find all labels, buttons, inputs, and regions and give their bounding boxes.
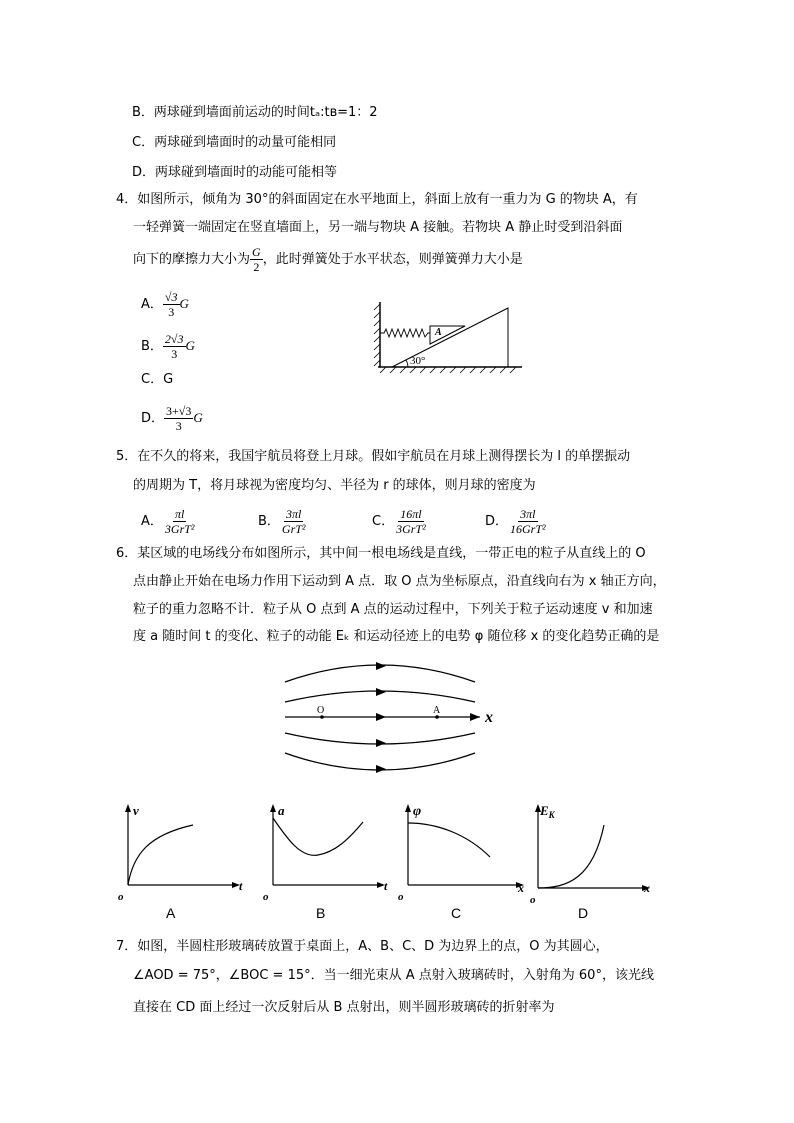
y-axis-label (539, 803, 556, 820)
q7-stem-line2: ∠AOD = 75°，∠BOC = 15°．当一细光束从 A 点射入玻璃砖时，入射角为 60°，该光线 (133, 968, 654, 983)
option-fraction (394, 507, 428, 536)
option-label: D． (485, 514, 509, 529)
frac-num: G (252, 245, 261, 259)
q4-option-d (141, 400, 203, 436)
x-axis-label: t (384, 879, 388, 893)
y-axis-sub: K (548, 810, 555, 820)
origin-label: o (118, 891, 124, 903)
q6-stem-line2: 点由静止开始在电场力作用下运动到 A 点．取 O 点为坐标原点，沿直线向右为 x 轴正方向， (133, 574, 666, 589)
field-arrow-icon (376, 713, 386, 721)
q5-option-b (258, 505, 308, 539)
field-arrow-icon (376, 739, 386, 747)
q6-graph-d (528, 800, 663, 925)
frac-num: 16πl (400, 507, 422, 521)
q3-option-d: D．两球碰到墙面时的动能可能相等 (132, 165, 338, 180)
graph-label: A (166, 905, 176, 921)
spring-icon (380, 329, 430, 337)
option-label: B． (141, 339, 163, 354)
q6-stem-line4: 度 a 随时间 t 的变化、粒子的动能 Eₖ 和运动径迹上的电势 φ 随位移 x 的变化趋势正确的是 (133, 629, 660, 644)
option-label: A． (141, 297, 163, 312)
frac-num: √3 (164, 290, 178, 304)
option-label: C． (372, 514, 395, 529)
q3-option-b: B．两球碰到墙面前运动的时间tₐ:tʙ=1：2 (132, 105, 378, 120)
y-axis-label: φ (413, 804, 422, 819)
curve (408, 823, 490, 857)
x-axis-label: t (239, 879, 243, 893)
option-fraction (508, 507, 548, 536)
q7-stem-line3: 直接在 CD 面上经过一次反射后从 B 点射出，则半圆形玻璃砖的折射率为 (133, 1000, 555, 1015)
q4-stem-line3 (133, 245, 523, 275)
option-label: D． (141, 411, 165, 426)
field-arrow-icon (376, 688, 386, 696)
y-axis-main: E (540, 803, 549, 818)
q4-option-b (141, 330, 195, 362)
x-axis-label: x (518, 881, 524, 895)
curve (538, 825, 604, 888)
q5-option-c (372, 505, 428, 539)
q5-stem-line1: 5．在不久的将来，我国宇航员将登上月球。假如宇航员在月球上测得摆长为 l 的单摆振动 (116, 449, 631, 464)
option-fraction (280, 507, 308, 536)
x-axis-label: x (485, 709, 493, 726)
frac-den: 3 (168, 305, 175, 319)
q6-field-lines-figure (280, 660, 510, 780)
q3-option-c: C．两球碰到墙面时的动量可能相同 (132, 135, 337, 150)
q4-fraction-g-over-2 (250, 245, 263, 274)
option-fraction (163, 290, 180, 319)
frac-den: 3GrT² (396, 522, 426, 536)
q4-stem-line3b: ，此时弹簧处于水平状态，则弹簧弹力大小是 (262, 252, 523, 267)
q6-graph-b (263, 800, 393, 925)
option-unit: G (193, 410, 203, 425)
block-label: A (435, 327, 442, 338)
q5-option-d (485, 505, 548, 539)
option-unit: G (185, 338, 195, 353)
origin-label: o (530, 894, 536, 906)
option-fraction (163, 332, 186, 361)
origin-label: o (398, 891, 404, 903)
graph-label: D (578, 905, 589, 921)
q7-stem-line1: 7．如图，半圆柱形玻璃砖放置于桌面上，A、B、C、D 为边界上的点，O 为其圆心， (116, 939, 609, 954)
y-axis-label: a (278, 803, 285, 818)
field-arrow-icon (376, 662, 386, 670)
frac-den: 3 (171, 347, 178, 361)
q6-graph-a (118, 800, 248, 925)
frac-num: 3πl (520, 507, 536, 521)
q6-stem-line3: 粒子的重力忽略不计．粒子从 O 点到 A 点的运动过程中，下列关于粒子运动速度 v 和加速 (133, 602, 653, 617)
q4-stem-line2: 一轻弹簧一端固定在竖直墙面上，另一端与物块 A 接触。若物块 A 静止时受到沿斜面 (133, 220, 623, 235)
q6-stem-line1: 6．某区域的电场线分布如图所示，其中间一根电场线是直线，一带正电的粒子从直线上的 O (116, 546, 646, 561)
x-axis-arrow-icon (470, 713, 480, 721)
frac-den: GrT² (281, 522, 306, 536)
graph-label: C (451, 905, 462, 921)
x-axis-label: x (644, 881, 650, 895)
point-a-label: A (433, 705, 441, 716)
angle-label: 30° (410, 355, 426, 367)
option-label: B． (258, 514, 280, 529)
curve (128, 825, 193, 885)
q4-stem-line3a: 向下的摩擦力大小为 (133, 252, 251, 267)
q4-option-c: C．G (141, 372, 174, 387)
q4-incline-figure (370, 300, 530, 380)
frac-den: 3GrT² (164, 522, 195, 536)
option-fraction (164, 404, 193, 433)
frac-num: πl (175, 507, 185, 521)
q4-stem-line1: 4．如图所示，倾角为 30°的斜面固定在水平地面上，斜面上放有一重力为 G 的物块 A，有 (116, 192, 638, 207)
y-axis-label: v (133, 803, 139, 818)
frac-den: 3 (175, 419, 182, 433)
frac-num: 3πl (286, 507, 302, 521)
curve (273, 818, 363, 855)
point-o-label: O (317, 705, 325, 716)
q5-option-a (141, 505, 197, 539)
frac-num: 2√3 (164, 332, 184, 346)
frac-den: 16GrT² (510, 522, 546, 536)
origin-label: o (263, 891, 269, 903)
field-arrow-icon (376, 765, 386, 773)
frac-den: 2 (253, 260, 260, 274)
option-unit: G (179, 296, 189, 311)
option-fraction (163, 507, 197, 536)
option-label: A． (141, 514, 163, 529)
frac-num: 3+√3 (166, 404, 192, 418)
graph-label: B (316, 905, 326, 921)
q4-option-a (141, 288, 189, 320)
q5-stem-line2: 的周期为 T，将月球视为密度均匀、半径为 r 的球体，则月球的密度为 (133, 478, 536, 493)
q6-graph-c (398, 800, 533, 925)
